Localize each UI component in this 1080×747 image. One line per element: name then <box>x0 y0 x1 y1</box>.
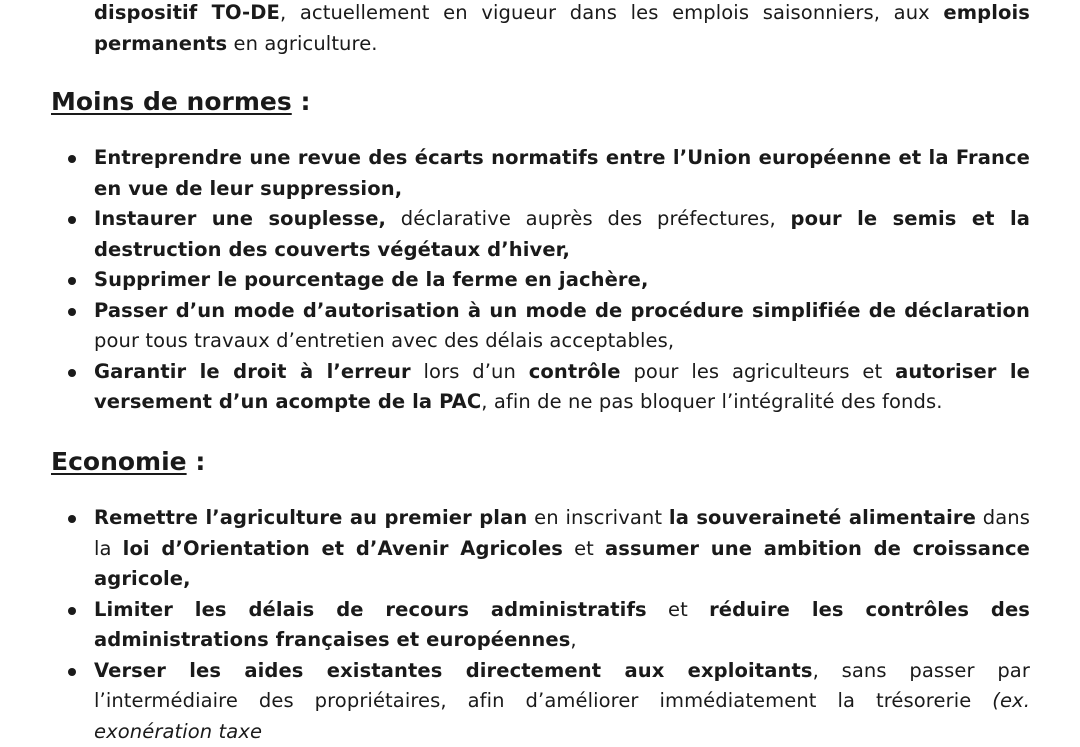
item-text: pour les agriculteurs et <box>621 360 895 383</box>
item-bold-text: Supprimer le pourcentage de la ferme en jachère, <box>94 268 648 291</box>
intro-paragraph <box>94 0 1030 59</box>
item-text: et <box>563 537 605 560</box>
section-heading-colon: : <box>292 87 311 116</box>
item-bold-text: loi d’Orientation et d’Avenir Agricoles <box>123 537 563 560</box>
list-item <box>94 265 1030 296</box>
list-item <box>94 595 1030 656</box>
list-item <box>94 503 1030 595</box>
item-text: , sans passer par l’intermédiaire des propriétaires, afin d’améliorer immédiatement la trésorerie <box>94 659 1030 713</box>
item-bold-text: Remettre l’agriculture au premier plan <box>94 506 527 529</box>
intro-text: en agriculture. <box>227 32 377 55</box>
item-text: , <box>570 628 576 651</box>
item-bold-text: autoriser le versement d’un acompte de la PAC <box>94 360 1030 414</box>
section-heading-colon: : <box>187 447 206 476</box>
item-bold-text: Garantir le droit à l’erreur <box>94 360 411 383</box>
item-bold-text: Instaurer une souplesse, <box>94 207 386 230</box>
item-bold-text: Limiter les délais de recours administratifs <box>94 598 647 621</box>
item-text: pour tous travaux d’entretien avec des délais acceptables, <box>94 329 674 352</box>
item-text: déclarative auprès des préfectures, <box>386 207 790 230</box>
section-heading-title: Moins de normes <box>51 87 292 116</box>
item-bold-text: Entreprendre une revue des écarts normatifs entre l’Union européenne et la France en vue de leur suppression, <box>94 146 1030 200</box>
item-bold-text: réduire les contrôles des administrations françaises et européennes <box>94 598 1030 652</box>
item-text: et <box>647 598 709 621</box>
item-bold-text: contrôle <box>529 360 621 383</box>
item-bold-text: Verser les aides existantes directement aux exploitants <box>94 659 813 682</box>
item-bold-text: assumer une ambition de croissance agricole, <box>94 537 1030 591</box>
section-heading-title: Economie <box>51 447 187 476</box>
list-item <box>94 656 1030 747</box>
item-text: en inscrivant <box>527 506 669 529</box>
item-text: lors d’un <box>411 360 529 383</box>
item-text: , afin de ne pas bloquer l’intégralité des fonds. <box>481 390 942 413</box>
item-bold-text: la souveraineté alimentaire <box>669 506 976 529</box>
economie-list <box>94 503 1030 747</box>
normes-list <box>94 143 1030 418</box>
section-heading-economie <box>51 446 205 478</box>
item-text: dans la <box>94 506 1030 560</box>
item-italic-text: (ex. exonération taxe <box>94 689 1030 743</box>
intro-text: , actuellement en vigueur dans les emplois saisonniers, aux <box>280 1 943 24</box>
intro-bold-term: emplois permanents <box>94 1 1030 55</box>
intro-bold-term: dispositif TO-DE <box>94 1 280 24</box>
list-item <box>94 296 1030 357</box>
section-heading-normes <box>51 86 310 118</box>
list-item <box>94 204 1030 265</box>
list-item <box>94 143 1030 204</box>
item-bold-text: Passer d’un mode d’autorisation à un mode de procédure simplifiée de déclaration <box>94 299 1030 322</box>
list-item <box>94 357 1030 418</box>
item-bold-text: pour le semis et la destruction des couverts végétaux d’hiver, <box>94 207 1030 261</box>
